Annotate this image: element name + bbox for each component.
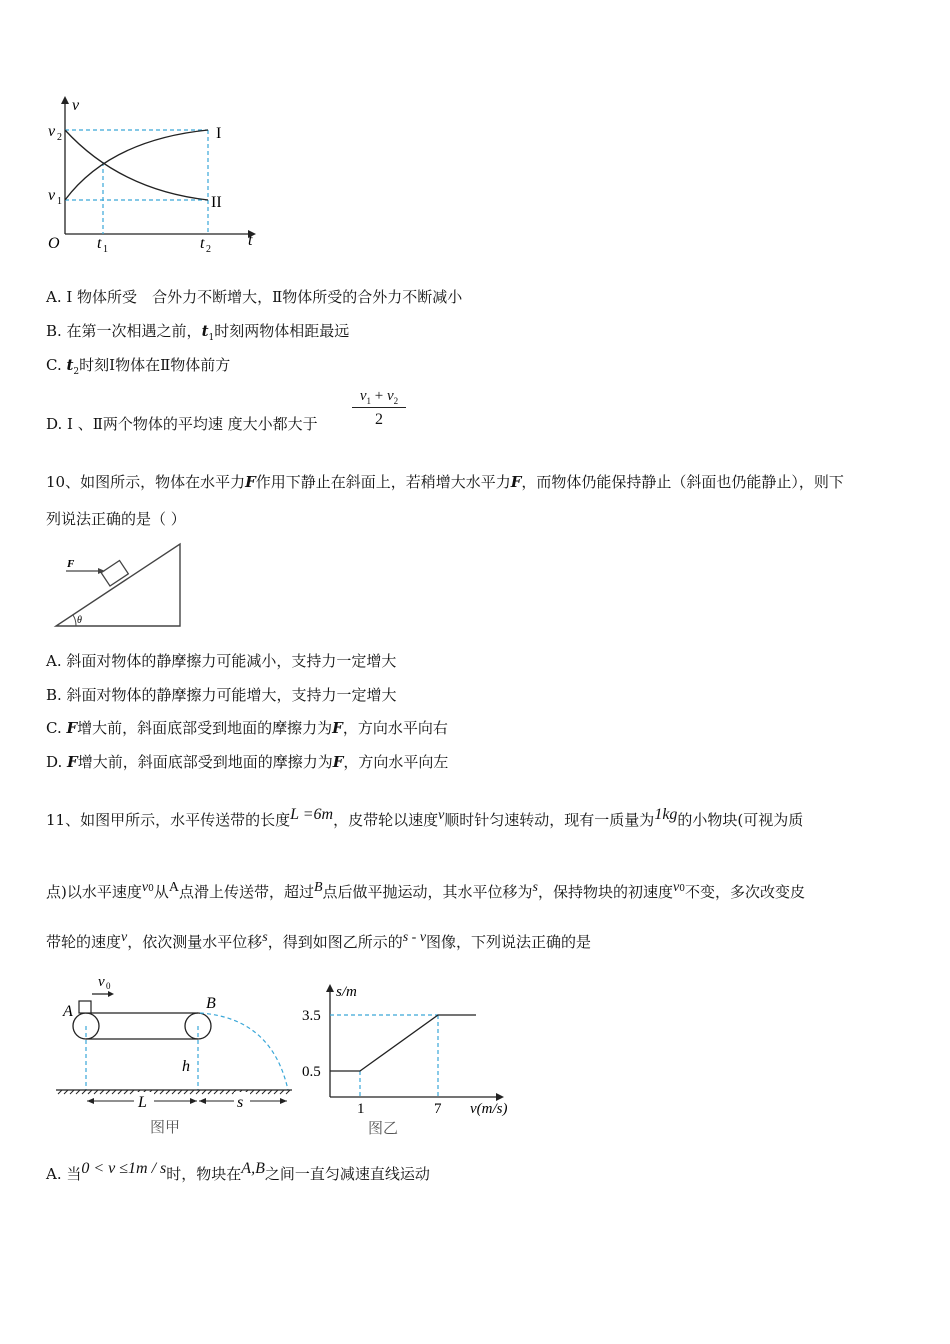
t2-sub: 2 xyxy=(206,244,211,255)
q10-option-d: D. F增大前，斜面底部受到地面的摩擦力为F，方向水平向左 xyxy=(46,753,449,771)
curve-I xyxy=(65,130,208,200)
q9-option-c xyxy=(46,354,230,377)
q9-option-a: A. Ⅰ 物体所受 合外力不断增大，Ⅱ物体所受的合外力不断减小 xyxy=(46,288,463,306)
axis-t-label: t xyxy=(248,232,253,249)
ytick-0.5: 0.5 xyxy=(302,1064,321,1080)
sv-graph xyxy=(298,980,528,1145)
q9-b-suffix: 时刻两物体相距最远 xyxy=(214,322,350,340)
point-B-label: B xyxy=(206,995,216,1012)
q10-stem-line2: 列说法正确的是（ ） xyxy=(46,510,186,528)
point-A-label: A xyxy=(63,1003,73,1020)
q9-d-fraction xyxy=(352,388,406,429)
q11-stem-line3: 带轮的速度v，依次测量水平位移s，得到如图乙所示的s - v图像，下列说法正确的是 xyxy=(46,930,592,951)
q11-option-a: A. 当0 < v ≤1m / s时，物块在A,B之间一直匀减速直线运动 xyxy=(46,1160,430,1183)
force-F-label: F xyxy=(67,558,75,570)
q9-c-prefix: C. xyxy=(46,356,67,374)
q9-option-d: D. Ⅰ 、Ⅱ两个物体的平均速 度大小都大于 xyxy=(46,415,318,433)
q9-option-b xyxy=(46,320,349,343)
L-arrow-right xyxy=(190,1098,197,1104)
q9-b-var: t xyxy=(201,322,209,340)
curve-I-label: I xyxy=(216,125,222,142)
s-arrow-right xyxy=(280,1098,287,1104)
q9-c-suffix: 时刻Ⅰ物体在Ⅱ物体前方 xyxy=(79,356,231,374)
q9-b-sub: 1 xyxy=(208,333,215,343)
L-label: L xyxy=(138,1094,147,1111)
v0-label: v xyxy=(98,974,105,990)
q9-c-var: t xyxy=(66,356,74,374)
q10-option-c: C. F增大前，斜面底部受到地面的摩擦力为F，方向水平向右 xyxy=(46,719,448,737)
vt-graph xyxy=(40,90,270,265)
s-v-curve xyxy=(330,1015,476,1071)
q10-option-a: A. 斜面对物体的静摩擦力可能减小，支持力一定增大 xyxy=(46,652,397,670)
block xyxy=(101,561,128,586)
small-block xyxy=(79,1001,91,1013)
v0-arrow-head xyxy=(108,991,114,997)
v2-sub: 2 xyxy=(57,132,62,143)
L-arrow-left xyxy=(87,1098,94,1104)
s-arrow-left xyxy=(199,1098,206,1104)
q11-stem-line2: 点)以水平速度$v_0$从A点滑上传送带，超过B点后做平抛运动，其水平位移为s，保持物块的初速度$v_0$不变，多次改变皮 xyxy=(46,880,805,901)
theta-arc xyxy=(73,615,76,626)
xtick-7: 7 xyxy=(434,1101,442,1117)
s-axis-y-arrow xyxy=(326,984,334,992)
q10-option-b: B. 斜面对物体的静摩擦力可能增大，支持力一定增大 xyxy=(46,686,397,704)
t1-sub: 1 xyxy=(103,244,108,255)
xtick-1: 1 xyxy=(357,1101,365,1117)
v1-label: v xyxy=(48,187,56,204)
q10-stem-line1: 10、如图所示，物体在水平力F作用下静止在斜面上，若稍增大水平力F，而物体仍能保持静止（斜面也仍能静止），则下 xyxy=(46,473,844,491)
curve-II-label: II xyxy=(211,194,222,211)
fig-jia-caption: 图甲 xyxy=(150,1118,181,1136)
fig-yi-caption: 图乙 xyxy=(368,1119,399,1137)
q9-b-prefix: B. 在第一次相遇之前， xyxy=(46,322,202,340)
v-axis-arrow xyxy=(61,96,69,104)
v2-label: v xyxy=(48,123,56,140)
ylabel-s-m: s/m xyxy=(336,984,357,1000)
v1-sub: 1 xyxy=(57,196,62,207)
conveyor-figure xyxy=(50,968,300,1143)
xlabel-v: v(m/s) xyxy=(470,1101,508,1117)
v-axis-x-arrow xyxy=(496,1093,504,1101)
q9-d-denominator: 2 xyxy=(375,411,383,428)
v0-sub: 0 xyxy=(106,981,111,991)
axis-v-label: v xyxy=(72,97,80,114)
incline-figure xyxy=(52,540,187,632)
theta-label: θ xyxy=(77,615,82,626)
projectile-path xyxy=(200,1013,288,1090)
q11-stem-line1: 11、如图甲所示，水平传送带的长度L =6m，皮带轮以速度v顺时针匀速转动，现有一质量为1kg的小物块(可视为质 xyxy=(46,806,804,829)
origin-label: O xyxy=(48,235,60,252)
ytick-3.5: 3.5 xyxy=(302,1008,321,1024)
t2-label: t xyxy=(200,235,205,252)
incline-triangle xyxy=(56,544,180,626)
height-h-label: h xyxy=(182,1058,190,1075)
s-label: s xyxy=(237,1094,244,1111)
curve-II xyxy=(65,130,208,200)
t1-label: t xyxy=(97,235,102,252)
q9-c-sub: 2 xyxy=(73,367,80,377)
q9-d-numerator: $v_1 + v_2$ xyxy=(352,388,406,408)
